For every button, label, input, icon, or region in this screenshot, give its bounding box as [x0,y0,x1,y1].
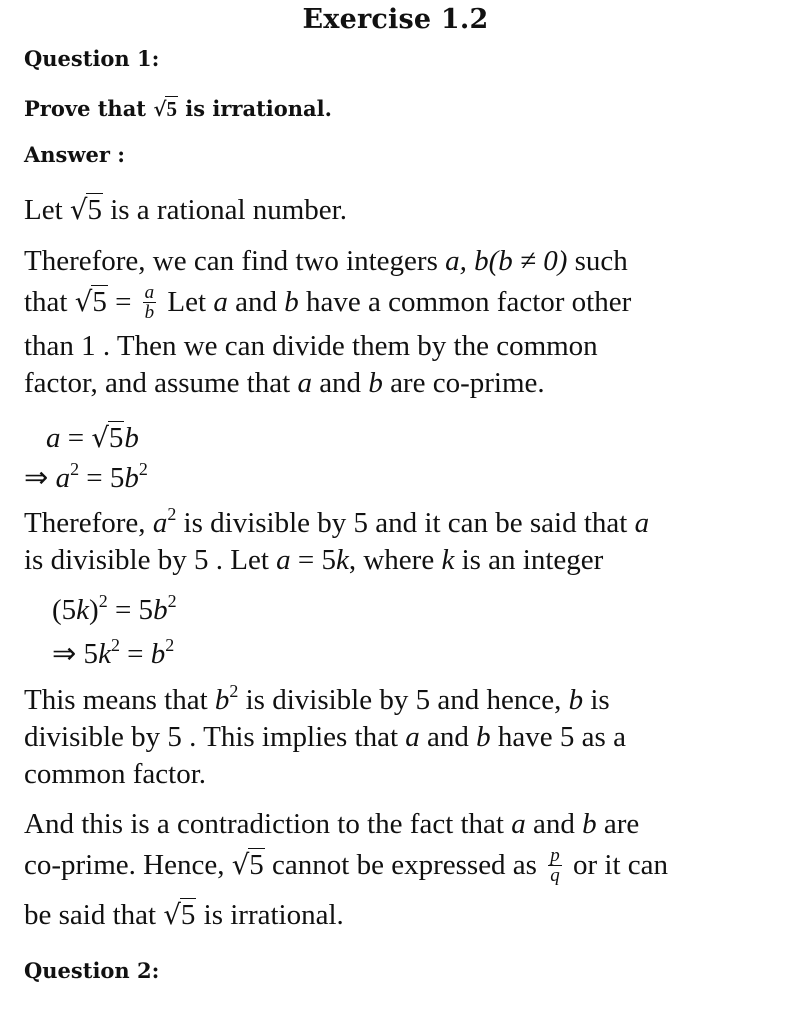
equation-2: ⇒ $a^2 = 5b^2$ [24,459,148,494]
paragraph-2-line-1: Therefore, we can find two integers a, b(b ≠ 0) such [24,245,628,277]
sqrt-symbol: √5 [153,97,177,121]
page-title: Exercise 1.2 [302,4,489,35]
equation-1: a = √5b [46,422,139,454]
question-1-prompt: Prove that √5 is irrational. [24,96,332,121]
paragraph-1: Let √5 is a rational number. [24,194,347,226]
paragraph-4-line-2: divisible by 5 . This implies that a and b have 5 as a [24,721,626,753]
paragraph-4-line-3: common factor. [24,758,207,790]
paragraph-5 [24,806,784,934]
equation-4: ⇒ $5k^2 = b^2$ [52,635,175,670]
question-2-heading: Question 2: [24,958,160,983]
paragraph-5-line-3: be said that √5 is irrational. [24,898,344,931]
paragraph-4-line-1: This means that $b^2$ is divisible by 5 and hence, b is [24,681,610,716]
paragraph-3-line-1: Therefore, $a^2$ is divisible by 5 and it can be said that a [24,504,650,539]
answer-heading: Answer : [24,142,125,167]
paragraph-3-line-2: is divisible by 5 . Let a = 5k, where k is an integer [24,544,604,576]
paragraph-2 [24,243,784,402]
fraction-p-over-q: $\frac{p}{q}$ [550,844,560,886]
paragraph-2-line-3: than 1 . Then we can divide them by the common [24,329,598,362]
equation-3: $(5k)^2 = 5b^2$ [52,591,177,626]
fraction-a-over-b: $\frac{a}{b}$ [144,281,155,323]
paragraph-5-line-2: co-prime. Hence, √5 cannot be expressed as $\frac{p}{q}$ or it can [24,844,668,886]
paragraph-3 [24,505,784,579]
paragraph-5-line-1: And this is a contradiction to the fact that a and b are [24,808,640,840]
question-1-heading: Question 1: [24,46,160,71]
sqrt-symbol: √5 [91,422,124,454]
sqrt-symbol: √5 [231,849,264,881]
sqrt-symbol: √5 [69,194,102,226]
sqrt-symbol: √5 [74,286,107,318]
paragraph-4 [24,682,784,793]
paragraph-2-line-4: factor, and assume that a and b are co-prime. [24,366,545,399]
paragraph-2-line-2: that √5 = $\frac{a}{b}$ Let a and b have a common factor other [24,281,632,323]
sqrt-symbol: √5 [163,898,196,931]
